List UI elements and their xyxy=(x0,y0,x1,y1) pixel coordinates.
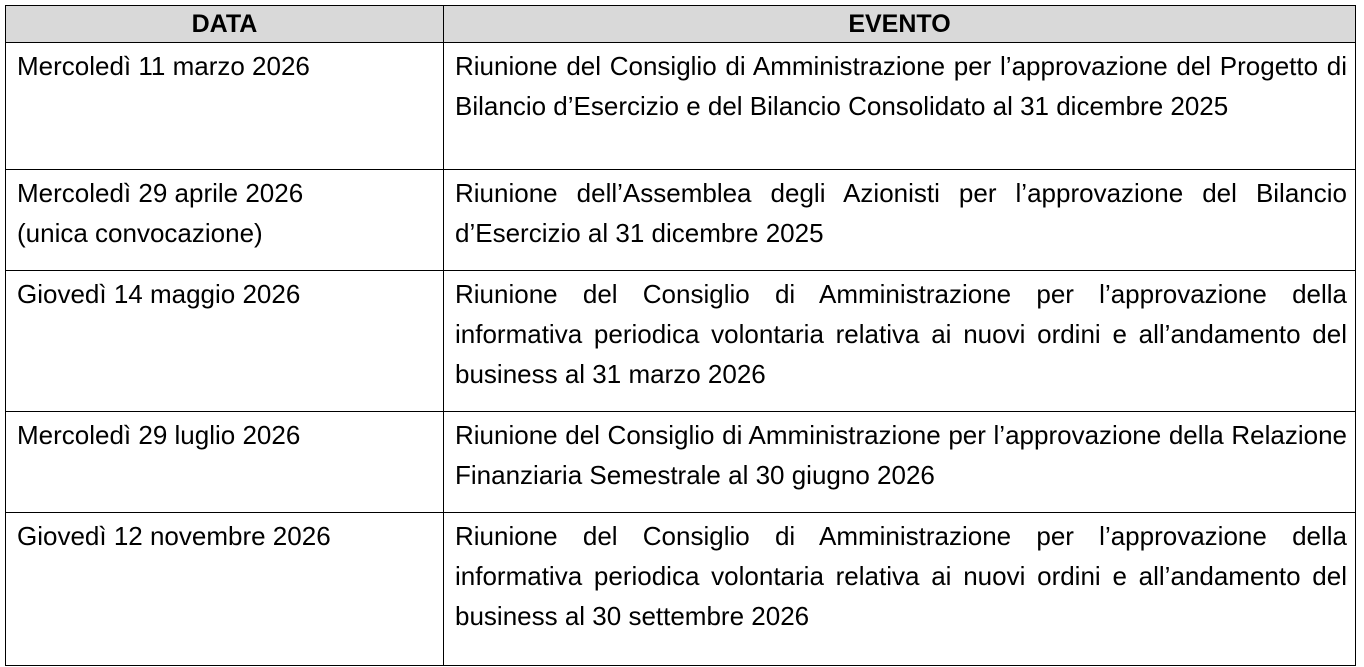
date-cell xyxy=(6,170,444,271)
table-row xyxy=(6,43,1356,170)
header-date: DATA xyxy=(6,6,444,43)
event-cell: Riunione del Consiglio di Amministrazione per l’approvazione della Relazione Finanziaria Semestrale al 30 giugno 2026 xyxy=(444,412,1356,513)
date-text: Mercoledì 29 aprile 2026 xyxy=(17,178,304,208)
table-header xyxy=(6,6,1356,43)
event-cell: Riunione del Consiglio di Amministrazione per l’approvazione della informativa periodica volontaria relativa ai nuovi ordini e all’andamento del business al 30 settembre 2026 xyxy=(444,513,1356,666)
date-note: (unica convocazione) xyxy=(17,218,263,248)
header-row xyxy=(6,6,1356,43)
date-cell xyxy=(6,271,444,412)
table-row xyxy=(6,170,1356,271)
header-event: EVENTO xyxy=(444,6,1356,43)
event-cell: Riunione del Consiglio di Amministrazione per l’approvazione della informativa periodica volontaria relativa ai nuovi ordini e all’andamento del business al 31 marzo 2026 xyxy=(444,271,1356,412)
date-cell xyxy=(6,412,444,513)
table-row xyxy=(6,513,1356,666)
event-cell: Riunione del Consiglio di Amministrazione per l’approvazione del Progetto di Bilancio d’Esercizio e del Bilancio Consolidato al 31 dicembre 2025 xyxy=(444,43,1356,170)
date-cell xyxy=(6,43,444,170)
date-cell xyxy=(6,513,444,666)
date-text: Mercoledì 11 marzo 2026 xyxy=(17,51,310,81)
table-row xyxy=(6,412,1356,513)
date-text: Giovedì 14 maggio 2026 xyxy=(17,279,301,309)
date-text: Giovedì 12 novembre 2026 xyxy=(17,521,331,551)
table-body xyxy=(6,43,1356,666)
calendar-table xyxy=(5,5,1356,666)
date-text: Mercoledì 29 luglio 2026 xyxy=(17,420,301,450)
event-cell: Riunione dell’Assemblea degli Azionisti per l’approvazione del Bilancio d’Esercizio al 31 dicembre 2025 xyxy=(444,170,1356,271)
table-row xyxy=(6,271,1356,412)
